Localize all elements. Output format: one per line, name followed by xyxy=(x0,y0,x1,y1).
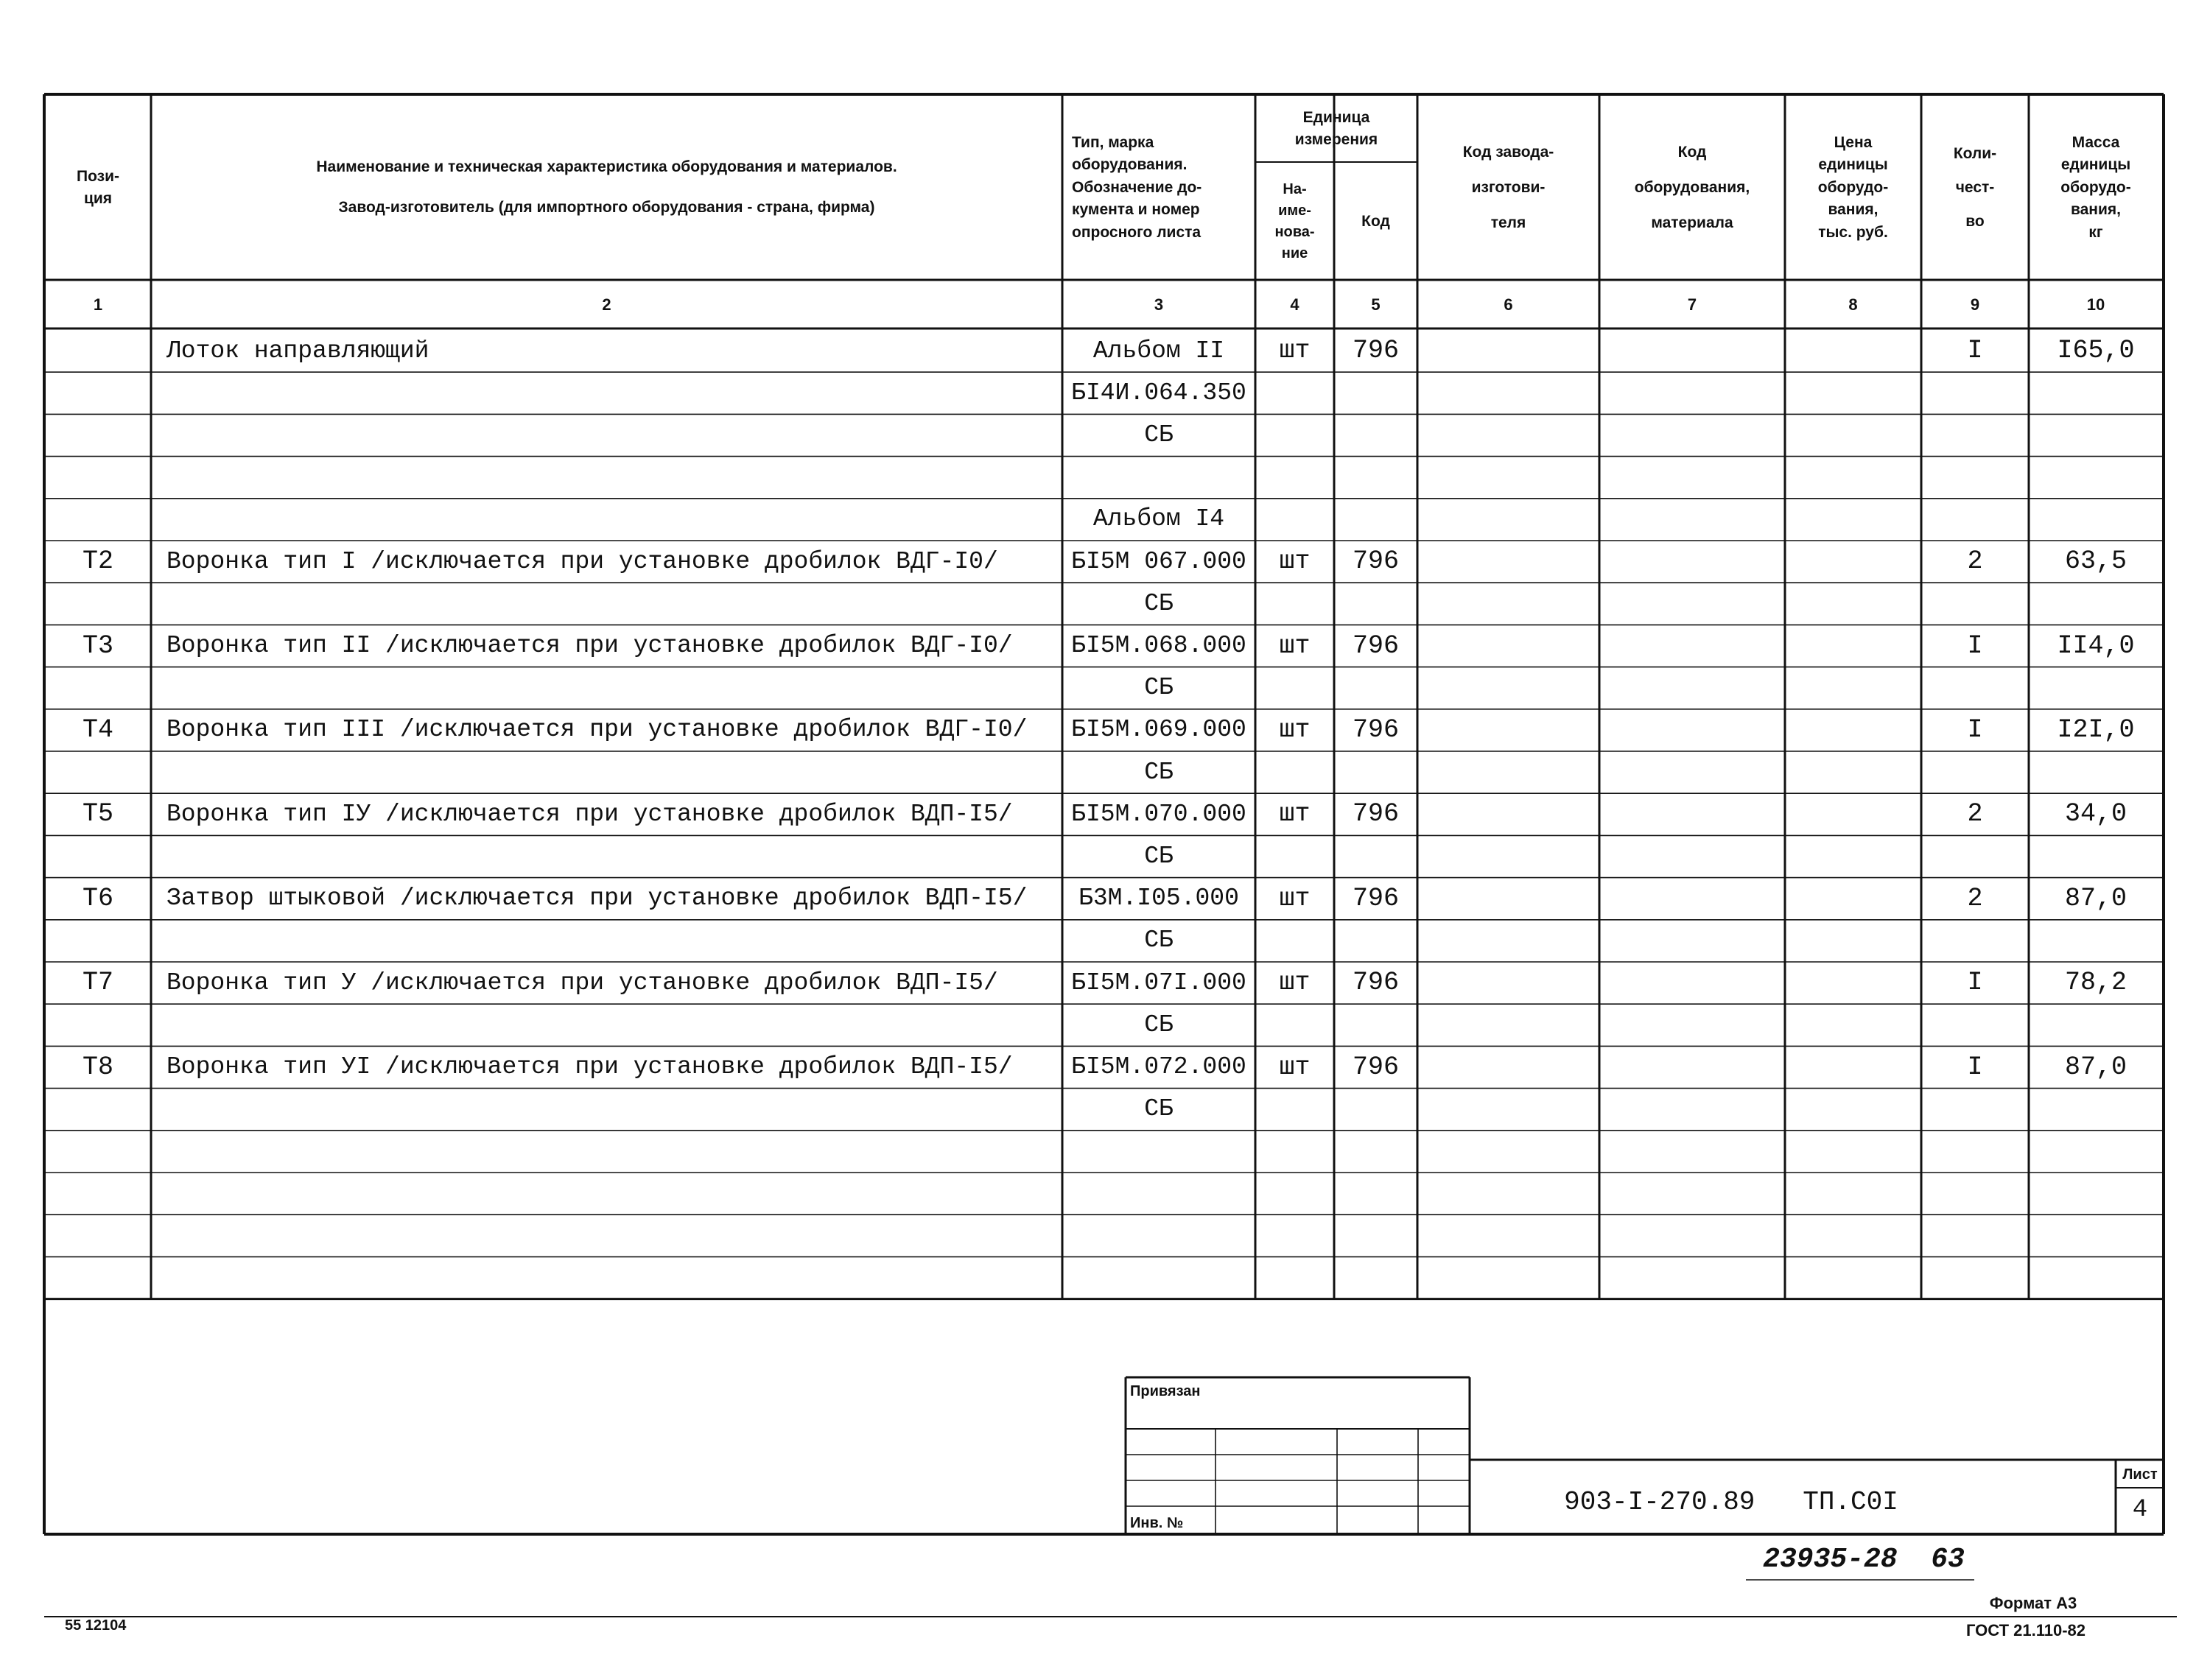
row-type: СБ xyxy=(1144,927,1174,955)
row-quantity: I xyxy=(1967,1052,1983,1082)
row-name: Воронка тип III /исключается при установке дробилок ВДГ-I0/ xyxy=(166,716,1028,744)
row-type: БI5М.07I.000 xyxy=(1071,969,1246,997)
row-name: Воронка тип УI /исключается при установке дробилок ВДП-I5/ xyxy=(166,1053,1013,1081)
row-unit: шт xyxy=(1279,968,1311,998)
row-type: БI5М.068.000 xyxy=(1071,632,1246,660)
row-quantity: I xyxy=(1967,715,1983,745)
row-quantity: I xyxy=(1967,968,1983,998)
row-quantity: I xyxy=(1967,630,1983,661)
header-price: Цена единицы оборудо- вания, тыс. руб. xyxy=(1817,133,1889,241)
row-unit-code: 796 xyxy=(1352,630,1399,661)
standard-label: ГОСТ 21.110-82 xyxy=(1965,1621,2086,1640)
row-unit: шт xyxy=(1279,336,1311,366)
row-name: Воронка тип IУ /исключается при установке дробилок ВДП-I5/ xyxy=(166,800,1013,828)
col-number-6: 6 xyxy=(1504,295,1513,314)
row-unit-code: 796 xyxy=(1352,968,1399,998)
row-unit: шт xyxy=(1279,799,1311,829)
handwritten-number: 23935-28 63 xyxy=(1763,1544,1965,1576)
row-type: СБ xyxy=(1144,674,1174,702)
row-type: СБ xyxy=(1144,758,1174,786)
row-position: Т5 xyxy=(82,799,113,829)
row-position: Т8 xyxy=(82,1052,113,1082)
col-number-7: 7 xyxy=(1687,295,1697,314)
row-position: Т4 xyxy=(82,715,113,745)
row-type: Альбом II xyxy=(1092,337,1225,365)
sheet-number: 4 xyxy=(2132,1496,2148,1525)
row-name: Воронка тип У /исключается при установке дробилок ВДП-I5/ xyxy=(166,969,998,997)
row-type: СБ xyxy=(1144,843,1174,871)
col-number-4: 4 xyxy=(1290,295,1299,314)
header-type: Тип, марка оборудования. Обозначение до- кумента и номер опросного листа xyxy=(1072,133,1202,241)
header-name: Наименование и техническая характеристика оборудования и материалов. Завод-изготовитель (для импортного оборудования - страна, фирма) xyxy=(316,158,897,216)
header-unit-code: Код xyxy=(1361,212,1390,230)
row-position: Т3 xyxy=(82,630,113,661)
header-mass: Масса единицы оборудо- вания, кг xyxy=(2060,133,2131,241)
row-mass: II4,0 xyxy=(2057,630,2135,661)
header-unit-name: На- име- нова- ние xyxy=(1274,181,1315,261)
row-mass: 87,0 xyxy=(2064,883,2127,913)
row-mass: 34,0 xyxy=(2064,799,2127,829)
header-unit: Единица измерения xyxy=(1294,108,1378,148)
document-code: 903-I-270.89 ТП.С0I xyxy=(1564,1486,1898,1517)
row-type: СБ xyxy=(1144,421,1174,449)
row-mass: 78,2 xyxy=(2064,968,2127,998)
row-mass: 63,5 xyxy=(2064,546,2127,577)
row-quantity: 2 xyxy=(1967,883,1983,913)
row-unit-code: 796 xyxy=(1352,799,1399,829)
row-type: БI5М 067.000 xyxy=(1071,547,1246,575)
row-type: БI4И.064.350 xyxy=(1071,379,1246,407)
row-name: Воронка тип II /исключается при установке дробилок ВДГ-I0/ xyxy=(166,632,1013,660)
header-equipment-code: Код оборудования, материала xyxy=(1634,143,1750,232)
row-unit-code: 796 xyxy=(1352,715,1399,745)
row-type: БI5М.070.000 xyxy=(1071,800,1246,828)
col-number-9: 9 xyxy=(1970,295,1980,314)
row-unit: шт xyxy=(1279,630,1311,661)
row-type: СБ xyxy=(1144,1095,1174,1123)
row-unit: шт xyxy=(1279,1052,1311,1082)
row-unit: шт xyxy=(1279,546,1311,577)
row-position: Т2 xyxy=(82,546,113,577)
row-unit-code: 796 xyxy=(1352,546,1399,577)
row-type: БI5М.072.000 xyxy=(1071,1053,1246,1081)
row-unit-code: 796 xyxy=(1352,336,1399,366)
row-name: Лоток направляющий xyxy=(166,337,429,365)
col-number-3: 3 xyxy=(1154,295,1164,314)
col-number-8: 8 xyxy=(1848,295,1858,314)
row-mass: 87,0 xyxy=(2064,1052,2127,1082)
row-type: СБ xyxy=(1144,589,1174,617)
header-quantity: Коли- чест- во xyxy=(1953,144,1997,231)
header-position: Пози- ция xyxy=(77,167,119,207)
corner-code: 55 12104 xyxy=(65,1617,127,1634)
row-unit: шт xyxy=(1279,715,1311,745)
row-quantity: 2 xyxy=(1967,799,1983,829)
col-number-1: 1 xyxy=(93,295,103,314)
row-unit: шт xyxy=(1279,883,1311,913)
header-factory-code: Код завода- изготови- теля xyxy=(1462,143,1554,232)
row-type: Альбом I4 xyxy=(1092,505,1225,533)
stamp-inv-no-label: Инв. № xyxy=(1130,1514,1184,1531)
stamp-attached-label: Привязан xyxy=(1130,1382,1201,1399)
row-type: БI5М.069.000 xyxy=(1071,716,1246,744)
col-number-5: 5 xyxy=(1371,295,1381,314)
row-name: Затвор штыковой /исключается при установке дробилок ВДП-I5/ xyxy=(166,885,1028,913)
row-type: СБ xyxy=(1144,1011,1174,1038)
row-position: Т7 xyxy=(82,968,113,998)
sheet-label: Лист xyxy=(2122,1466,2158,1483)
row-unit-code: 796 xyxy=(1352,883,1399,913)
col-number-2: 2 xyxy=(602,295,611,314)
col-number-10: 10 xyxy=(2086,295,2105,314)
format-label: Формат А3 xyxy=(1989,1594,2077,1613)
row-type: Б3М.I05.000 xyxy=(1078,885,1239,913)
row-quantity: I xyxy=(1967,336,1983,366)
row-unit-code: 796 xyxy=(1352,1052,1399,1082)
row-mass: I2I,0 xyxy=(2057,715,2135,745)
row-name: Воронка тип I /исключается при установке дробилок ВДГ-I0/ xyxy=(166,547,998,575)
row-mass: I65,0 xyxy=(2057,336,2135,366)
row-quantity: 2 xyxy=(1967,546,1983,577)
row-position: Т6 xyxy=(82,883,113,913)
